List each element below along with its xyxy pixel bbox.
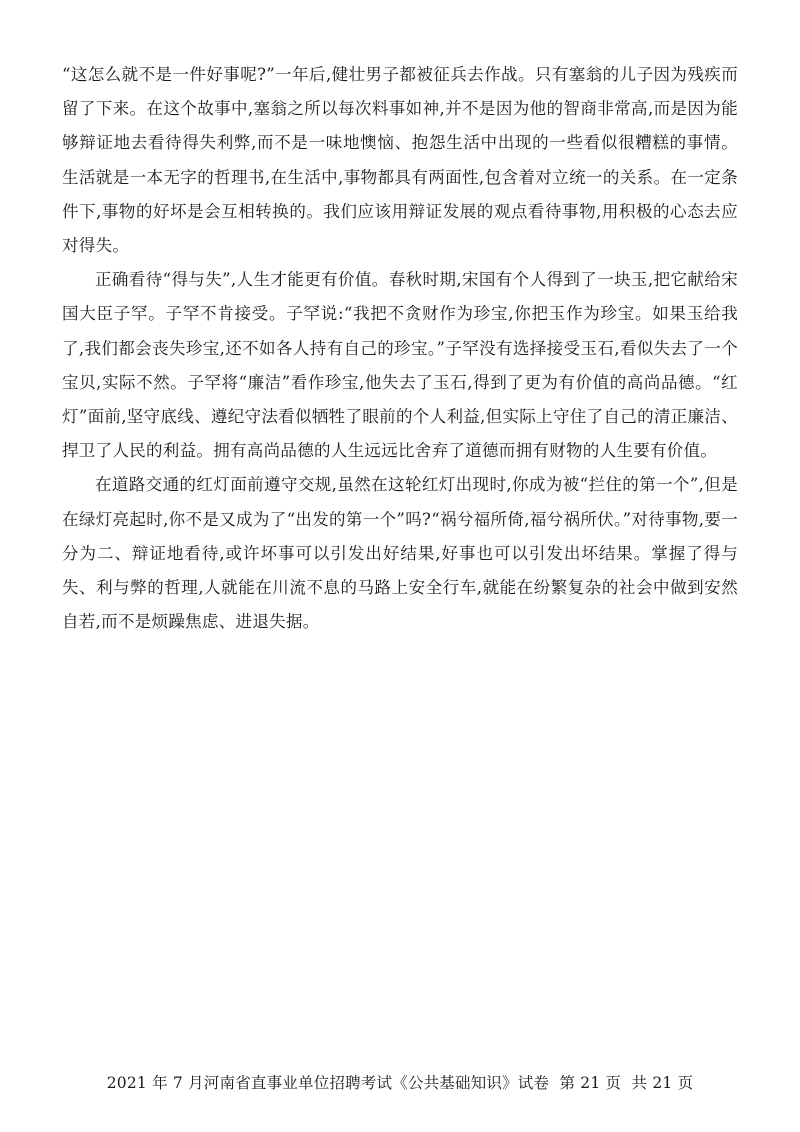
paragraph-gain-and-loss: 正确看待“得与失”,人生才能更有价值。春秋时期,宋国有个人得到了一块玉,把它献给宋国大臣子罕。子罕不肯接受。子罕说:“我把不贪财作为珍宝,你把玉作为珍宝。如果玉给我了,我们都会丧失珍宝,还不如各人持有自己的珍宝。”子罕没有选择接受玉石,看似失去了一个宝贝,实际不然。子罕将“廉洁”看作珍宝,他失去了玉石,得到了更为有价值的高尚品德。“红灯”面前,坚守底线、遵纪守法看似牺牲了眼前的个人利益,但实际上守住了自己的清正廉洁、捍卫了人民的利益。拥有高尚品德的人生远远比舍弃了道德而拥有财物的人生要有价值。 [62, 270, 738, 461]
paragraph-sai-weng-conclusion: “这怎么就不是一件好事呢?”一年后,健壮男子都被征兵去作战。只有塞翁的儿子因为残疾而留了下来。在这个故事中,塞翁之所以每次料事如神,并不是因为他的智商非常高,而是因为能够辩证地去看待得失利弊,而不是一味地懊恼、抱怨生活中出现的一些看似很糟糕的事情。生活就是一本无字的哲理书,在生活中,事物都具有两面性,包含着对立统一的关系。在一定条件下,事物的好坏是会互相转换的。我们应该用辩证发展的观点看待事物,用积极的心态去应对得失。 [62, 65, 738, 256]
document-body [62, 58, 738, 639]
paragraph-traffic-light: 在道路交通的红灯面前遵守交规,虽然在这轮红灯出现时,你成为被“拦住的第一个”,但是在绿灯亮起时,你不是又成为了“出发的第一个”吗?“祸兮福所倚,福兮祸所伏。”对待事物,要一分为二、辩证地看待,或许坏事可以引发出好结果,好事也可以引发出坏结果。掌握了得与失、利与弊的哲理,人就能在川流不息的马路上安全行车,就能在纷繁复杂的社会中做到安然自若,而不是烦躁焦虑、进退失据。 [62, 475, 738, 632]
page-footer: 2021 年 7 月河南省直事业单位招聘考试《公共基础知识》试卷 第 21 页 共 21 页 [106, 1074, 694, 1092]
